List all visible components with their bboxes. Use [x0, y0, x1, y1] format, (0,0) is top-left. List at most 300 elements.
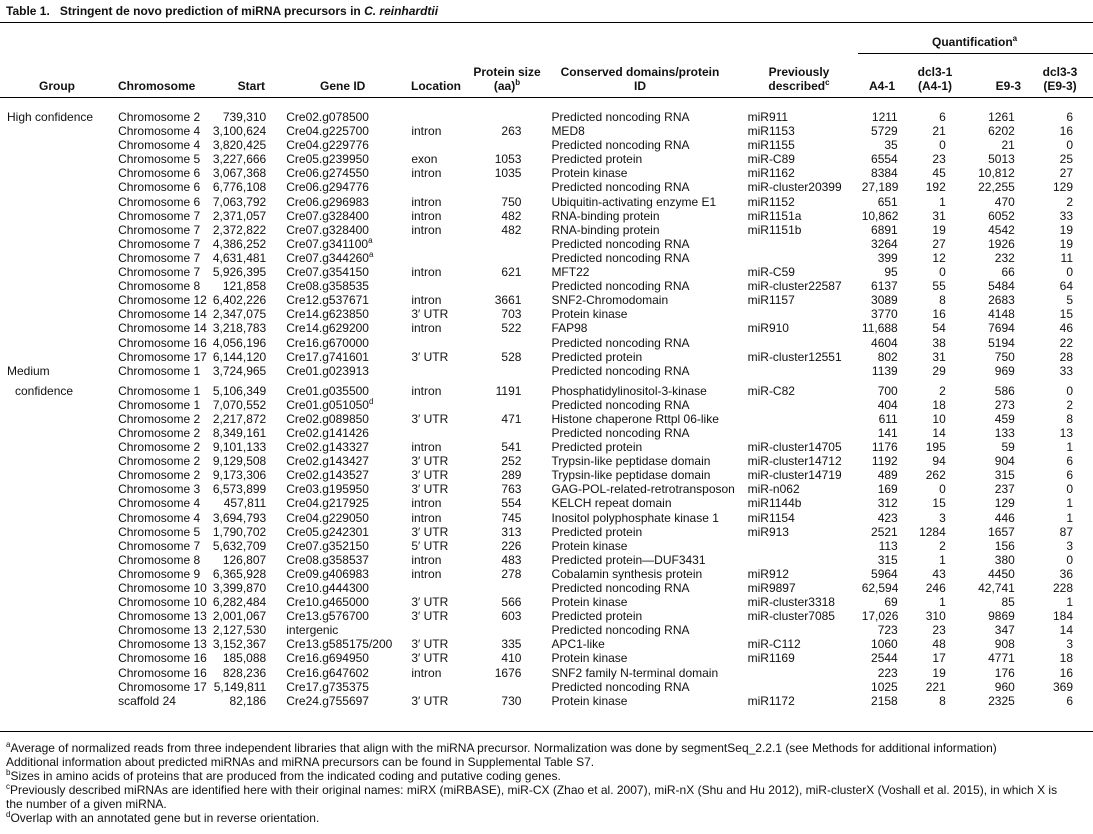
- cell-a4-1: 62,594: [861, 581, 899, 595]
- cell-start: 3,399,870: [212, 581, 267, 595]
- cell-chromosome: Chromosome 16: [118, 665, 207, 680]
- cell-dcl3-1: 23: [932, 623, 946, 638]
- table-row: [0, 440, 1093, 454]
- cell-a4-1: 1139: [871, 363, 898, 378]
- cell-spacer: [521, 223, 551, 237]
- cell-previously-described: miR-cluster3318: [747, 595, 835, 610]
- cell-spacer: [266, 265, 286, 279]
- cell-a4-1: 1176: [871, 440, 898, 455]
- cell-gene-id: Cre03.g195950: [286, 482, 369, 497]
- table-row: [0, 482, 1093, 496]
- cell-dcl3-3: 19: [1059, 222, 1073, 237]
- cell-group: [0, 350, 118, 364]
- cell-dcl3-1: 310: [925, 609, 946, 624]
- cell-group: [0, 152, 118, 166]
- cell-e9-3: 156: [994, 538, 1015, 553]
- cell-previously-described: [748, 553, 862, 567]
- table-row: [0, 595, 1093, 609]
- cell-dcl3-3: 13: [1059, 425, 1073, 440]
- header-group: Group: [39, 79, 75, 93]
- cell-a4-1: 5729: [871, 124, 898, 139]
- cell-dcl3-1: 45: [932, 166, 946, 181]
- cell-domain: Cobalamin synthesis protein: [551, 566, 703, 581]
- cell-location: [411, 426, 488, 440]
- cell-e9-3: 85: [1001, 595, 1015, 610]
- cell-spacer: [266, 152, 286, 166]
- cell-spacer: [266, 166, 286, 180]
- cell-dcl3-1: 8: [939, 693, 946, 708]
- cell-start: 5,149,811: [213, 679, 267, 694]
- cell-dcl3-3: 18: [1059, 651, 1073, 666]
- data-table: [0, 110, 1093, 708]
- cell-spacer: [521, 637, 551, 651]
- cell-spacer: [521, 265, 551, 279]
- cell-group: [0, 454, 118, 468]
- header-quantification: Quantification$^a$: [932, 34, 1018, 49]
- cell-start: 5,632,709: [212, 538, 267, 553]
- cell-chromosome: Chromosome 1: [118, 383, 201, 398]
- table-row: [0, 209, 1093, 223]
- cell-dcl3-3: 0: [1066, 265, 1073, 280]
- cell-protein-size: 1053: [494, 152, 522, 167]
- cell-spacer: [266, 637, 286, 651]
- cell-spacer: [266, 651, 286, 665]
- cell-previously-described: miR1162: [747, 166, 795, 181]
- cell-spacer: [266, 180, 286, 194]
- cell-previously-described: miR1154: [747, 510, 795, 525]
- cell-dcl3-3: 6: [1066, 454, 1073, 469]
- cell-protein-size: [488, 364, 521, 384]
- cell-gene-id: Cre04.g225700: [286, 124, 369, 139]
- cell-dcl3-1: 1284: [919, 524, 946, 539]
- cell-e9-3: 459: [994, 411, 1015, 426]
- cell-spacer: [521, 279, 551, 293]
- cell-previously-described: miR-cluster14705: [747, 440, 842, 455]
- cell-domain: Trypsin-like peptidase domain: [551, 454, 711, 469]
- cell-dcl3-3: 46: [1059, 321, 1073, 336]
- cell-a4-1: 223: [877, 665, 898, 680]
- cell-gene-id: Cre02.g143527: [286, 468, 369, 483]
- cell-chromosome: Chromosome 8: [118, 552, 201, 567]
- cell-dcl3-3: 3: [1066, 538, 1073, 553]
- cell-group: [0, 426, 118, 440]
- cell-dcl3-3: 129: [1052, 180, 1073, 195]
- cell-spacer: [521, 166, 551, 180]
- cell-dcl3-3: 28: [1059, 349, 1073, 364]
- cell-spacer: [266, 553, 286, 567]
- cell-gene-id: Cre17.g741601: [286, 349, 369, 364]
- cell-e9-3: 2683: [988, 293, 1015, 308]
- table-row: [0, 511, 1093, 525]
- cell-chromosome: Chromosome 7: [118, 250, 201, 265]
- table-row: [0, 307, 1093, 321]
- cell-gene-id: Cre07.g344260$^a$: [286, 249, 374, 265]
- cell-location: 3′ UTR: [411, 482, 449, 497]
- cell-e9-3: 237: [994, 482, 1015, 497]
- cell-spacer: [266, 384, 286, 398]
- cell-dcl3-1: 18: [932, 397, 946, 412]
- cell-domain: Predicted noncoding RNA: [551, 581, 690, 595]
- cell-spacer: [521, 152, 551, 166]
- cell-domain: Protein kinase: [551, 307, 628, 322]
- cell-spacer: [521, 539, 551, 553]
- cell-a4-1: 651: [877, 194, 898, 209]
- cell-start: 2,347,075: [212, 307, 267, 322]
- cell-spacer: [521, 496, 551, 510]
- cell-dcl3-1: 54: [932, 321, 946, 336]
- cell-chromosome: Chromosome 7: [118, 236, 201, 251]
- cell-start: 8,349,161: [212, 425, 267, 440]
- cell-protein-size: 3661: [494, 293, 522, 308]
- cell-gene-id: Cre10.g465000: [286, 595, 369, 610]
- cell-spacer: [266, 138, 286, 152]
- cell-gene-id: Cre14.g623850: [286, 307, 369, 322]
- cell-domain: Predicted noncoding RNA: [551, 623, 690, 638]
- cell-e9-3: 1926: [988, 236, 1015, 251]
- cell-spacer: [521, 609, 551, 623]
- cell-spacer: [266, 468, 286, 482]
- cell-domain: Predicted noncoding RNA: [551, 397, 690, 412]
- cell-start: 6,402,226: [212, 293, 267, 308]
- cell-start: 6,573,899: [212, 482, 267, 497]
- cell-start: 2,127,530: [212, 623, 267, 638]
- cell-start: 9,101,133: [212, 440, 267, 455]
- cell-start: 3,152,367: [212, 637, 267, 652]
- cell-previously-described: miR1157: [747, 293, 795, 308]
- cell-previously-described: miR1151b: [747, 222, 802, 237]
- cell-gene-id: Cre24.g755697: [286, 693, 369, 708]
- cell-domain: Predicted noncoding RNA: [551, 110, 690, 124]
- cell-a4-1: 1060: [871, 637, 898, 652]
- cell-gene-id: Cre08.g358535: [286, 279, 369, 294]
- cell-protein-size: 410: [501, 651, 522, 666]
- cell-protein-size: 522: [501, 321, 522, 336]
- cell-e9-3: 273: [994, 397, 1015, 412]
- cell-spacer: [521, 581, 551, 595]
- cell-protein-size: [488, 398, 521, 412]
- cell-chromosome: Chromosome 6: [118, 194, 201, 209]
- cell-protein-size: 1035: [494, 166, 522, 181]
- cell-spacer: [521, 651, 551, 665]
- table-row: [0, 364, 1093, 384]
- cell-dcl3-3: 16: [1059, 124, 1073, 139]
- cell-location: 3′ UTR: [411, 349, 449, 364]
- cell-location: [411, 279, 488, 293]
- cell-location: 3′ UTR: [411, 524, 449, 539]
- cell-previously-described: miR-n062: [747, 482, 800, 497]
- table-row: [0, 637, 1093, 651]
- cell-gene-id: Cre05.g239950: [286, 152, 369, 167]
- table-row: [0, 553, 1093, 567]
- cell-dcl3-1: 19: [932, 665, 946, 680]
- cell-spacer: [521, 398, 551, 412]
- cell-chromosome: Chromosome 10: [118, 581, 207, 595]
- cell-spacer: [266, 426, 286, 440]
- cell-start: 7,063,792: [212, 194, 267, 209]
- cell-dcl3-3: 33: [1059, 363, 1073, 378]
- cell-dcl3-1: 3: [939, 510, 946, 525]
- table-row: [0, 525, 1093, 539]
- cell-dcl3-3: 1: [1066, 595, 1073, 610]
- cell-dcl3-1: 55: [932, 279, 946, 294]
- header-e9-3: E9-3: [995, 79, 1021, 93]
- cell-e9-3: 904: [994, 454, 1015, 469]
- table-row: [0, 468, 1093, 482]
- cell-gene-id: Cre07.g352150: [286, 538, 369, 553]
- cell-start: 185,088: [222, 651, 267, 666]
- cell-chromosome: Chromosome 7: [118, 222, 201, 237]
- cell-a4-1: 17,026: [861, 609, 899, 624]
- table-row: [0, 567, 1093, 581]
- cell-location: intron: [411, 566, 442, 581]
- cell-chromosome: Chromosome 7: [118, 265, 201, 280]
- cell-chromosome: Chromosome 2: [118, 110, 201, 124]
- cell-previously-described: [748, 666, 862, 680]
- cell-e9-3: 21: [1001, 138, 1015, 153]
- cell-group: [0, 468, 118, 482]
- footnotes: [6, 741, 1088, 825]
- cell-chromosome: Chromosome 4: [118, 138, 201, 153]
- cell-group: [0, 666, 118, 680]
- cell-gene-id: Cre02.g078500: [286, 110, 369, 124]
- cell-spacer: [521, 511, 551, 525]
- table-caption: [6, 4, 438, 18]
- cell-a4-1: 6554: [871, 152, 898, 167]
- cell-previously-described: miR-cluster20399: [747, 180, 842, 195]
- cell-a4-1: 611: [878, 411, 898, 426]
- cell-dcl3-1: 31: [932, 349, 946, 364]
- cell-spacer: [521, 666, 551, 680]
- cell-domain: Protein kinase: [551, 693, 628, 708]
- cell-protein-size: [488, 110, 521, 124]
- cell-dcl3-3: 2: [1066, 397, 1073, 412]
- cell-e9-3: 22,255: [978, 180, 1015, 195]
- cell-a4-1: 95: [884, 265, 898, 280]
- cell-previously-described: miR912: [747, 566, 789, 581]
- cell-chromosome: Chromosome 7: [118, 538, 201, 553]
- cell-group: [0, 496, 118, 510]
- cell-a4-1: 5964: [871, 566, 898, 581]
- cell-domain: RNA-binding protein: [551, 208, 660, 223]
- table-row: [0, 293, 1093, 307]
- table-row: [0, 336, 1093, 350]
- cell-spacer: [521, 454, 551, 468]
- table-title: Stringent de novo prediction of miRNA precursors in: [59, 4, 365, 18]
- cell-location: intron: [411, 194, 442, 209]
- cell-location: intron: [411, 510, 442, 525]
- cell-previously-described: miR1144b: [747, 496, 802, 511]
- cell-gene-id: Cre10.g444300: [286, 581, 369, 595]
- cell-dcl3-3: 1: [1066, 496, 1073, 511]
- cell-spacer: [521, 440, 551, 454]
- cell-protein-size: 1191: [495, 383, 522, 398]
- cell-protein-size: 603: [501, 609, 522, 624]
- cell-spacer: [521, 468, 551, 482]
- cell-spacer: [266, 364, 286, 384]
- cell-spacer: [521, 525, 551, 539]
- cell-gene-id: Cre01.g051050$^d$: [286, 396, 374, 412]
- cell-spacer: [521, 680, 551, 694]
- cell-group: High confidence: [7, 110, 94, 124]
- cell-dcl3-1: 6: [939, 110, 946, 124]
- cell-a4-1: 1192: [871, 454, 898, 469]
- cell-group: [0, 482, 118, 496]
- cell-domain: Protein kinase: [551, 651, 628, 666]
- cell-start: 6,282,484: [212, 595, 267, 610]
- cell-e9-3: 5484: [988, 279, 1015, 294]
- cell-start: 6,776,108: [212, 180, 267, 195]
- cell-a4-1: 27,189: [861, 180, 899, 195]
- cell-start: 5,106,349: [212, 383, 267, 398]
- cell-dcl3-1: 2: [939, 383, 946, 398]
- cell-spacer: [266, 251, 286, 265]
- cell-dcl3-1: 19: [932, 222, 946, 237]
- cell-dcl3-1: 0: [939, 138, 946, 153]
- cell-group: [0, 336, 118, 350]
- cell-start: 9,129,508: [212, 454, 267, 469]
- cell-previously-described: [748, 412, 862, 426]
- cell-dcl3-1: 221: [925, 679, 946, 694]
- cell-a4-1: 1211: [871, 110, 898, 124]
- cell-location: 3′ UTR: [411, 651, 449, 666]
- header-chromosome: Chromosome: [118, 79, 196, 93]
- cell-group: [0, 412, 118, 426]
- cell-domain: APC1-like: [551, 637, 605, 652]
- cell-chromosome: Chromosome 2: [118, 454, 201, 469]
- cell-chromosome: Chromosome 2: [118, 425, 201, 440]
- cell-gene-id: Cre01.g023913: [286, 363, 369, 378]
- cell-start: 3,724,965: [212, 363, 267, 378]
- cell-domain: Predicted protein: [551, 152, 643, 167]
- cell-spacer: [266, 496, 286, 510]
- cell-start: 5,926,395: [212, 265, 267, 280]
- cell-protein-size: 703: [501, 307, 522, 322]
- cell-dcl3-1: 16: [932, 307, 946, 322]
- cell-e9-3: 232: [994, 250, 1015, 265]
- cell-previously-described: miR-cluster14712: [747, 454, 842, 469]
- cell-gene-id: Cre04.g229050: [286, 510, 369, 525]
- cell-gene-id: Cre02.g143327: [286, 440, 369, 455]
- cell-location: 3′ UTR: [411, 637, 449, 652]
- cell-previously-described: miR1172: [747, 693, 795, 708]
- cell-group: [0, 694, 118, 708]
- table-row: [0, 694, 1093, 708]
- cell-domain: MED8: [551, 124, 585, 139]
- cell-e9-3: 5013: [988, 152, 1015, 167]
- cell-gene-id: Cre04.g217925: [286, 496, 369, 511]
- cell-dcl3-3: 36: [1059, 566, 1073, 581]
- cell-protein-size: [488, 251, 521, 265]
- cell-dcl3-1: 21: [932, 124, 946, 139]
- cell-dcl3-1: 27: [932, 236, 946, 251]
- cell-protein-size: 263: [501, 124, 522, 139]
- table-row: [0, 152, 1093, 166]
- cell-start: 6,365,928: [212, 566, 267, 581]
- cell-group: [0, 279, 118, 293]
- cell-chromosome: Chromosome 13: [118, 609, 207, 624]
- cell-protein-size: 278: [501, 566, 522, 581]
- footnote-a-cont: Additional information about predicted miRNAs and miRNA precursors can be found in Supplemental Table S7.: [6, 755, 595, 769]
- cell-protein-size: 471: [501, 411, 522, 426]
- cell-e9-3: 347: [994, 623, 1015, 638]
- cell-protein-size: [488, 279, 521, 293]
- cell-spacer: [266, 482, 286, 496]
- cell-location: [411, 138, 488, 152]
- cell-previously-described: [748, 680, 862, 694]
- cell-protein-size: 621: [501, 265, 522, 280]
- cell-group: Medium: [7, 363, 50, 378]
- cell-previously-described: miR-C82: [747, 383, 795, 398]
- cell-a4-1: 723: [877, 623, 898, 638]
- cell-location: [411, 251, 488, 265]
- cell-spacer: [266, 525, 286, 539]
- cell-domain: Predicted protein: [551, 609, 643, 624]
- footnote-b: $^b$Sizes in amino acids of proteins that are produced from the indicated coding and putative coding genes.: [6, 768, 561, 783]
- cell-group: [0, 680, 118, 694]
- cell-e9-3: 7694: [988, 321, 1015, 336]
- cell-location: intron: [411, 166, 442, 181]
- cell-a4-1: 141: [877, 425, 898, 440]
- cell-dcl3-3: 87: [1059, 524, 1073, 539]
- cell-start: 3,100,624: [212, 124, 267, 139]
- cell-spacer: [521, 412, 551, 426]
- cell-spacer: [521, 350, 551, 364]
- cell-e9-3: 969: [994, 363, 1015, 378]
- table-row: [0, 195, 1093, 209]
- cell-dcl3-3: 6: [1066, 693, 1073, 708]
- cell-group: [0, 307, 118, 321]
- header-previously-described: Previously described$^c$: [768, 65, 830, 93]
- cell-chromosome: Chromosome 16: [118, 651, 207, 666]
- cell-domain: Predicted protein: [551, 349, 643, 364]
- cell-location: intron: [411, 124, 442, 139]
- cell-dcl3-3: 0: [1066, 482, 1073, 497]
- cell-group: [0, 595, 118, 609]
- table-body: [0, 110, 1093, 708]
- cell-location: intron: [411, 208, 442, 223]
- cell-domain: Histone chaperone Rttpl 06-like: [551, 411, 719, 426]
- cell-group: [0, 623, 118, 637]
- table-row: [0, 412, 1093, 426]
- footnote-d: $^d$Overlap with an annotated gene but in reverse orientation.: [6, 810, 320, 825]
- cell-chromosome: Chromosome 4: [118, 510, 201, 525]
- cell-spacer: [521, 110, 551, 124]
- cell-a4-1: 10,862: [861, 208, 899, 223]
- table-row: [0, 237, 1093, 251]
- cell-start: 3,694,793: [212, 510, 267, 525]
- cell-e9-3: 4148: [988, 307, 1015, 322]
- cell-group: [0, 567, 118, 581]
- cell-chromosome: Chromosome 6: [118, 166, 201, 181]
- cell-group: [0, 511, 118, 525]
- cell-spacer: [266, 680, 286, 694]
- cell-domain: MFT22: [551, 265, 590, 280]
- cell-gene-id: Cre13.g585175/200: [286, 637, 393, 652]
- cell-location: [411, 364, 488, 384]
- cell-spacer: [266, 321, 286, 335]
- cell-e9-3: 315: [994, 468, 1015, 483]
- cell-domain: Predicted noncoding RNA: [551, 180, 690, 195]
- cell-e9-3: 6052: [988, 208, 1015, 223]
- table-row: [0, 398, 1093, 412]
- cell-chromosome: Chromosome 4: [118, 496, 201, 511]
- cell-previously-described: [748, 623, 862, 637]
- cell-previously-described: miR-cluster14719: [747, 468, 842, 483]
- cell-spacer: [521, 426, 551, 440]
- cell-domain: Ubiquitin-activating enzyme E1: [551, 194, 717, 209]
- cell-protein-size: 483: [501, 552, 522, 567]
- cell-dcl3-1: 0: [939, 482, 946, 497]
